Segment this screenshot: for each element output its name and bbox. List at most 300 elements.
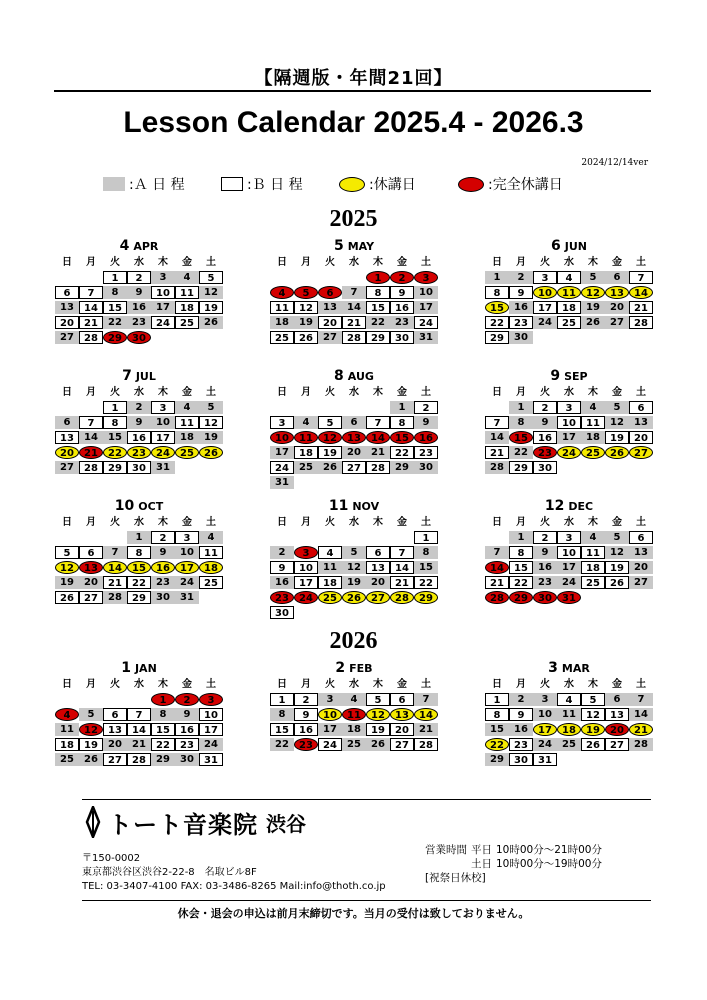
day-cell: 7 <box>390 546 414 559</box>
day-cell: 25 <box>270 331 294 344</box>
day-cell: 26 <box>199 316 223 329</box>
month-number: 3 <box>548 660 558 676</box>
day-cell: 28 <box>342 331 366 344</box>
day-cell: 5 <box>581 693 605 706</box>
day-cell: 8 <box>390 416 414 429</box>
day-cell: 7 <box>485 416 509 429</box>
weekday-label: 日 <box>277 679 287 690</box>
weekday-label: 日 <box>492 679 502 690</box>
day-cell: 7 <box>629 693 653 706</box>
day-cell: 17 <box>151 431 175 444</box>
weekday-label: 月 <box>86 387 96 398</box>
day-cell: 10 <box>557 416 581 429</box>
weekday-label: 金 <box>397 517 407 528</box>
day-cell: 19 <box>294 316 318 329</box>
day-cell: 17 <box>557 431 581 444</box>
day-cell: 12 <box>79 723 103 736</box>
day-cell: 26 <box>199 446 223 459</box>
day-cell: 22 <box>366 316 390 329</box>
weekday-label: 金 <box>182 257 192 268</box>
day-cell: 13 <box>342 431 366 444</box>
day-cell: 25 <box>175 446 199 459</box>
day-cell: 15 <box>485 301 509 314</box>
day-cell: 20 <box>318 316 342 329</box>
day-cell: 18 <box>175 431 199 444</box>
day-cell: 29 <box>485 753 509 766</box>
day-cell: 7 <box>414 693 438 706</box>
day-cell: 3 <box>151 401 175 414</box>
day-cell: 23 <box>533 576 557 589</box>
day-cell: 11 <box>581 546 605 559</box>
weekday-label: 金 <box>612 517 622 528</box>
day-cell: 26 <box>366 738 390 751</box>
day-cell: 18 <box>557 723 581 736</box>
day-cell: 17 <box>533 723 557 736</box>
day-cell: 26 <box>294 331 318 344</box>
day-cell: 10 <box>318 708 342 721</box>
day-cell: 22 <box>414 576 438 589</box>
day-cell: 15 <box>151 723 175 736</box>
legend-a <box>103 174 185 194</box>
day-cell: 6 <box>605 693 629 706</box>
day-cell: 22 <box>151 738 175 751</box>
month-header <box>55 498 223 514</box>
day-cell: 17 <box>557 561 581 574</box>
day-cell: 20 <box>605 723 629 736</box>
month-header <box>55 660 223 676</box>
weekday-label: 土 <box>421 257 431 268</box>
day-cell: 21 <box>366 446 390 459</box>
day-cell: 13 <box>55 431 79 444</box>
legend-full-holiday <box>458 174 563 194</box>
weekday-label: 月 <box>301 257 311 268</box>
day-cell: 13 <box>103 723 127 736</box>
weekday-label: 木 <box>158 517 168 528</box>
weekday-label: 日 <box>62 387 72 398</box>
day-cell: 27 <box>55 461 79 474</box>
day-cell: 10 <box>557 546 581 559</box>
weekday-label: 土 <box>636 679 646 690</box>
day-cell: 12 <box>605 546 629 559</box>
weekday-label: 日 <box>492 257 502 268</box>
day-cell: 8 <box>414 546 438 559</box>
day-cell: 6 <box>318 286 342 299</box>
day-cell: 19 <box>318 446 342 459</box>
day-cell: 2 <box>533 531 557 544</box>
day-cell: 5 <box>294 286 318 299</box>
day-cell: 20 <box>55 316 79 329</box>
day-cell: 15 <box>485 723 509 736</box>
day-cell: 26 <box>79 753 103 766</box>
day-cell: 30 <box>175 753 199 766</box>
legend-a-label: :Ａ 日 程 <box>129 177 185 193</box>
legend-holiday <box>339 174 416 194</box>
day-cell: 3 <box>175 531 199 544</box>
day-cell: 5 <box>199 401 223 414</box>
day-cell: 28 <box>366 461 390 474</box>
day-cell: 12 <box>199 286 223 299</box>
day-cell: 10 <box>151 286 175 299</box>
day-cell: 29 <box>485 331 509 344</box>
day-cell: 15 <box>103 431 127 444</box>
day-cell: 27 <box>390 738 414 751</box>
day-cell: 21 <box>629 723 653 736</box>
day-cell: 28 <box>390 591 414 604</box>
day-cell: 14 <box>629 286 653 299</box>
day-cell: 24 <box>557 576 581 589</box>
day-cell: 5 <box>605 401 629 414</box>
day-cell: 17 <box>294 576 318 589</box>
day-cell: 19 <box>199 431 223 444</box>
day-cell: 28 <box>414 738 438 751</box>
weekday-label: 火 <box>540 517 550 528</box>
weekday-label: 火 <box>110 679 120 690</box>
weekday-label: 金 <box>397 679 407 690</box>
day-cell: 5 <box>318 416 342 429</box>
day-cell: 31 <box>151 461 175 474</box>
day-cell: 13 <box>79 561 103 574</box>
day-cell: 25 <box>294 461 318 474</box>
weekday-label: 水 <box>134 517 144 528</box>
day-cell: 27 <box>605 316 629 329</box>
day-cell: 22 <box>270 738 294 751</box>
day-cell: 29 <box>127 591 151 604</box>
month-header <box>270 498 438 514</box>
weekday-label: 日 <box>62 679 72 690</box>
month-number: 2 <box>335 660 346 676</box>
day-cell: 16 <box>414 431 438 444</box>
month-name: FEB <box>349 662 373 675</box>
day-cell: 1 <box>366 271 390 284</box>
day-cell: 5 <box>79 708 103 721</box>
month-number: 8 <box>334 368 344 384</box>
day-cell: 20 <box>629 431 653 444</box>
weekend-label: 土日 <box>471 858 492 870</box>
day-cell: 9 <box>533 416 557 429</box>
month-header <box>270 368 438 384</box>
day-cell: 20 <box>79 576 103 589</box>
weekday-label: 木 <box>373 679 383 690</box>
weekday-label: 火 <box>325 387 335 398</box>
day-cell: 18 <box>294 446 318 459</box>
weekday-label: 木 <box>373 257 383 268</box>
day-cell: 21 <box>629 301 653 314</box>
day-cell: 14 <box>485 561 509 574</box>
day-cell: 18 <box>557 301 581 314</box>
day-cell: 15 <box>366 301 390 314</box>
day-cell: 18 <box>55 738 79 751</box>
day-cell: 20 <box>55 446 79 459</box>
weekday-label: 月 <box>301 387 311 398</box>
day-cell: 23 <box>509 738 533 751</box>
day-cell: 11 <box>557 286 581 299</box>
day-cell: 7 <box>127 708 151 721</box>
day-cell: 16 <box>533 431 557 444</box>
day-cell: 5 <box>342 546 366 559</box>
day-cell: 18 <box>270 316 294 329</box>
day-cell: 27 <box>318 331 342 344</box>
weekday-label: 土 <box>636 517 646 528</box>
day-cell: 27 <box>342 461 366 474</box>
weekday-label: 木 <box>158 679 168 690</box>
day-cell: 2 <box>294 693 318 706</box>
day-cell: 21 <box>79 446 103 459</box>
day-cell: 8 <box>509 546 533 559</box>
weekday-label: 木 <box>373 387 383 398</box>
weekday-label: 水 <box>349 679 359 690</box>
day-cell: 9 <box>294 708 318 721</box>
day-cell: 22 <box>103 446 127 459</box>
day-cell: 18 <box>199 561 223 574</box>
weekday-label: 木 <box>588 517 598 528</box>
day-cell: 3 <box>199 693 223 706</box>
day-cell: 5 <box>366 693 390 706</box>
school-logo <box>82 806 306 838</box>
day-cell: 28 <box>629 316 653 329</box>
day-cell: 24 <box>318 738 342 751</box>
weekday-label: 木 <box>588 679 598 690</box>
day-cell: 13 <box>318 301 342 314</box>
header-rule <box>54 90 651 92</box>
day-cell: 7 <box>366 416 390 429</box>
closed-note: [祝祭日休校] <box>425 872 486 884</box>
day-cell: 17 <box>318 723 342 736</box>
weekday-label: 日 <box>492 387 502 398</box>
day-cell: 5 <box>605 531 629 544</box>
a-schedule-swatch <box>103 177 125 191</box>
day-cell: 15 <box>127 561 151 574</box>
day-cell: 27 <box>605 738 629 751</box>
day-cell: 19 <box>199 301 223 314</box>
day-cell: 19 <box>55 576 79 589</box>
day-cell: 30 <box>509 331 533 344</box>
day-cell: 10 <box>414 286 438 299</box>
day-cell: 28 <box>485 591 509 604</box>
day-cell: 28 <box>127 753 151 766</box>
weekday-label: 金 <box>182 679 192 690</box>
day-cell: 10 <box>175 546 199 559</box>
day-cell: 21 <box>342 316 366 329</box>
day-cell: 29 <box>390 461 414 474</box>
day-cell: 12 <box>55 561 79 574</box>
day-cell: 9 <box>127 416 151 429</box>
notice-text: 休会・退会の申込は前月末締切です。当月の受付は致しておりません。 <box>177 907 530 920</box>
weekday-label: 土 <box>206 387 216 398</box>
legend-b <box>221 174 303 194</box>
weekday-label: 火 <box>540 679 550 690</box>
footer-rule <box>82 799 651 800</box>
day-cell: 29 <box>509 461 533 474</box>
month-header <box>270 660 438 676</box>
day-cell: 16 <box>270 576 294 589</box>
version-label: 2024/12/14ver <box>581 158 648 168</box>
weekday-label: 日 <box>492 517 502 528</box>
day-cell: 16 <box>533 561 557 574</box>
day-cell: 6 <box>342 416 366 429</box>
month-name: JAN <box>134 662 157 675</box>
day-cell: 1 <box>127 531 151 544</box>
day-cell: 18 <box>581 431 605 444</box>
weekday-label: 水 <box>564 257 574 268</box>
day-cell: 14 <box>485 431 509 444</box>
day-cell: 8 <box>127 546 151 559</box>
day-cell: 9 <box>390 286 414 299</box>
notice-rule <box>82 900 651 901</box>
day-cell: 31 <box>175 591 199 604</box>
day-cell: 25 <box>581 446 605 459</box>
day-cell: 24 <box>270 461 294 474</box>
day-cell: 23 <box>533 446 557 459</box>
day-cell: 16 <box>509 301 533 314</box>
day-cell: 28 <box>485 461 509 474</box>
day-cell: 20 <box>629 561 653 574</box>
day-cell: 26 <box>55 591 79 604</box>
weekday-label: 日 <box>277 257 287 268</box>
weekday-label: 木 <box>373 517 383 528</box>
weekday-label: 火 <box>110 517 120 528</box>
month-name: DEC <box>568 500 594 513</box>
day-cell: 17 <box>414 301 438 314</box>
legend-b-label: :Ｂ 日 程 <box>247 177 303 193</box>
day-cell: 14 <box>79 301 103 314</box>
month-header <box>270 238 438 254</box>
day-cell: 26 <box>342 591 366 604</box>
month-number: 6 <box>551 238 561 254</box>
day-cell: 3 <box>414 271 438 284</box>
day-cell: 16 <box>127 431 151 444</box>
month-name: SEP <box>564 370 588 383</box>
day-cell: 10 <box>199 708 223 721</box>
weekday-label: 水 <box>564 387 574 398</box>
day-cell: 12 <box>581 286 605 299</box>
day-cell: 7 <box>342 286 366 299</box>
day-cell: 1 <box>509 531 533 544</box>
day-cell: 11 <box>581 416 605 429</box>
day-cell: 12 <box>342 561 366 574</box>
day-cell: 25 <box>318 591 342 604</box>
day-cell: 19 <box>581 301 605 314</box>
day-cell: 3 <box>151 271 175 284</box>
weekday-label: 木 <box>588 387 598 398</box>
full-holiday-swatch <box>458 177 484 192</box>
day-cell: 3 <box>557 401 581 414</box>
day-cell: 31 <box>199 753 223 766</box>
day-cell: 1 <box>151 693 175 706</box>
day-cell: 4 <box>199 531 223 544</box>
day-cell: 2 <box>533 401 557 414</box>
day-cell: 30 <box>127 461 151 474</box>
day-cell: 23 <box>151 576 175 589</box>
year-heading-2025: 2025 <box>329 206 378 232</box>
day-cell: 11 <box>55 723 79 736</box>
day-cell: 29 <box>103 331 127 344</box>
day-cell: 24 <box>151 446 175 459</box>
day-cell: 10 <box>533 708 557 721</box>
day-cell: 23 <box>127 316 151 329</box>
day-cell: 2 <box>390 271 414 284</box>
day-cell: 28 <box>629 738 653 751</box>
weekday-label: 月 <box>516 517 526 528</box>
day-cell: 9 <box>509 286 533 299</box>
day-cell: 19 <box>605 431 629 444</box>
month-number: 11 <box>328 498 349 514</box>
logo-text: トート音楽院 <box>108 810 258 839</box>
day-cell: 9 <box>151 546 175 559</box>
day-cell: 21 <box>127 738 151 751</box>
holiday-swatch <box>339 177 365 192</box>
weekday-label: 日 <box>62 257 72 268</box>
month-number: 1 <box>121 660 131 676</box>
day-cell: 27 <box>629 576 653 589</box>
weekday-label: 火 <box>540 387 550 398</box>
day-cell: 19 <box>79 738 103 751</box>
day-cell: 27 <box>629 446 653 459</box>
weekday-label: 水 <box>564 679 574 690</box>
weekday-label: 月 <box>516 387 526 398</box>
day-cell: 18 <box>318 576 342 589</box>
weekday-label: 土 <box>206 257 216 268</box>
weekday-label: 月 <box>86 679 96 690</box>
address-block <box>82 852 386 894</box>
day-cell: 11 <box>294 431 318 444</box>
month-name: MAY <box>347 240 375 253</box>
day-cell: 2 <box>414 401 438 414</box>
day-cell: 26 <box>605 576 629 589</box>
day-cell: 3 <box>533 693 557 706</box>
day-cell: 4 <box>581 401 605 414</box>
day-cell: 5 <box>581 271 605 284</box>
day-cell: 16 <box>390 301 414 314</box>
day-cell: 23 <box>509 316 533 329</box>
day-cell: 30 <box>509 753 533 766</box>
day-cell: 15 <box>390 431 414 444</box>
day-cell: 4 <box>581 531 605 544</box>
day-cell: 25 <box>557 738 581 751</box>
day-cell: 26 <box>581 316 605 329</box>
day-cell: 6 <box>629 401 653 414</box>
day-cell: 21 <box>390 576 414 589</box>
day-cell: 6 <box>55 416 79 429</box>
day-cell: 2 <box>127 271 151 284</box>
day-cell: 30 <box>151 591 175 604</box>
day-cell: 7 <box>79 416 103 429</box>
day-cell: 23 <box>294 738 318 751</box>
day-cell: 30 <box>390 331 414 344</box>
day-cell: 2 <box>151 531 175 544</box>
day-cell: 4 <box>318 546 342 559</box>
day-cell: 19 <box>581 723 605 736</box>
day-cell: 11 <box>342 708 366 721</box>
weekday-label: 火 <box>325 257 335 268</box>
day-cell: 18 <box>175 301 199 314</box>
day-cell: 21 <box>414 723 438 736</box>
day-cell: 12 <box>199 416 223 429</box>
day-cell: 1 <box>485 693 509 706</box>
day-cell: 28 <box>79 331 103 344</box>
day-cell: 6 <box>366 546 390 559</box>
day-cell: 2 <box>509 271 533 284</box>
day-cell: 24 <box>533 738 557 751</box>
month-name: AUG <box>347 370 374 383</box>
day-cell: 23 <box>175 738 199 751</box>
month-name: JUL <box>135 370 156 383</box>
month-name: OCT <box>138 500 164 513</box>
day-cell: 17 <box>533 301 557 314</box>
day-cell: 24 <box>557 446 581 459</box>
day-cell: 21 <box>485 446 509 459</box>
day-cell: 8 <box>366 286 390 299</box>
branch-name: 渋谷 <box>266 811 306 836</box>
